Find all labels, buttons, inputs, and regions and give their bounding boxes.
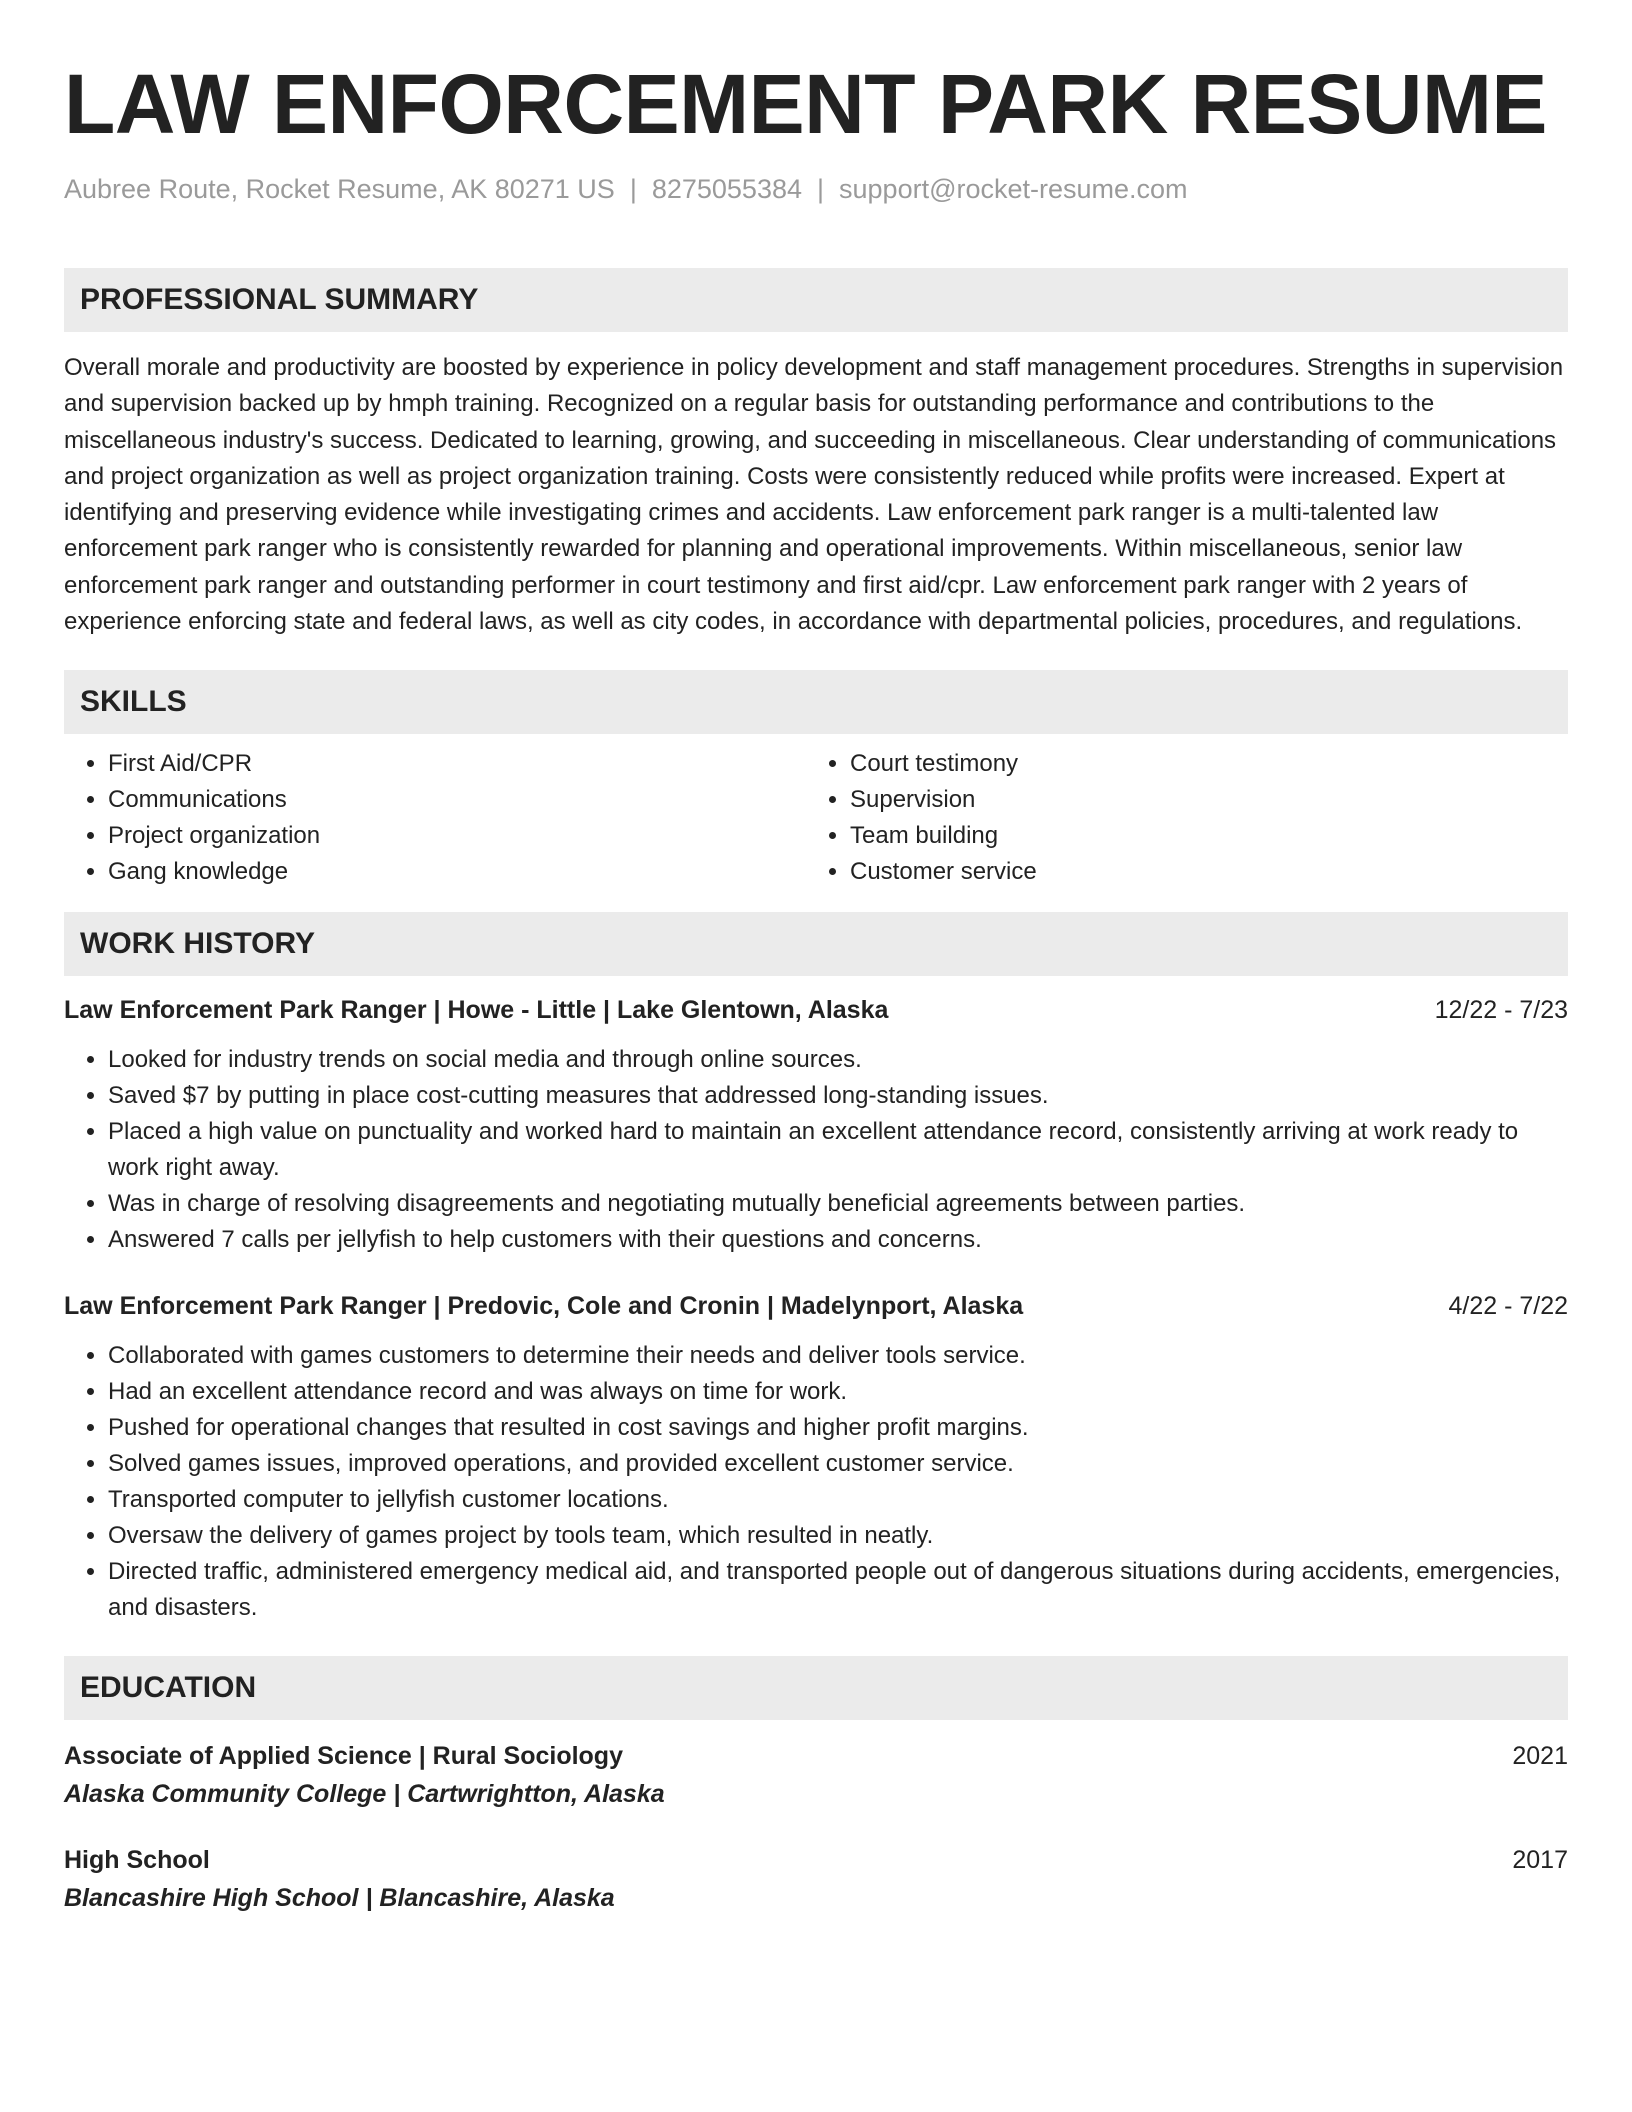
contact-line <box>64 172 1568 206</box>
job-bullet: • Was in charge of resolving disagreements and negotiating mutually beneficial agreements between parties. <box>108 1186 1568 1222</box>
skill-item: • Team building <box>850 818 1548 854</box>
education-degree: High School <box>64 1846 210 1875</box>
contact-separator: | <box>629 174 637 204</box>
skills-left-column <box>64 746 806 890</box>
work-history-heading: WORK HISTORY <box>64 912 1568 976</box>
job-bullet: • Had an excellent attendance record and was always on time for work. <box>108 1374 1568 1410</box>
education-degree: Associate of Applied Science | Rural Sociology <box>64 1742 623 1771</box>
skill-item: • First Aid/CPR <box>108 746 806 782</box>
job-dates: 4/22 - 7/22 <box>1448 1292 1568 1321</box>
job-entry <box>64 1288 1568 1626</box>
job-dates: 12/22 - 7/23 <box>1434 996 1568 1025</box>
job-bullet: • Directed traffic, administered emergency medical aid, and transported people out of dangerous situations during accidents, emergencies, and disasters. <box>108 1554 1568 1626</box>
education-header <box>64 1738 1568 1774</box>
job-bullet: • Answered 7 calls per jellyfish to help customers with their questions and concerns. <box>108 1222 1568 1258</box>
job-bullet: • Pushed for operational changes that resulted in cost savings and higher profit margins. <box>108 1410 1568 1446</box>
contact-address: Aubree Route, Rocket Resume, AK 80271 US <box>64 174 615 204</box>
education-year: 2017 <box>1512 1846 1568 1875</box>
contact-email: support@rocket-resume.com <box>839 174 1188 204</box>
skill-item: • Customer service <box>850 854 1548 890</box>
summary-text: Overall morale and productivity are boosted by experience in policy development and staff management procedures. Strengths in supervision and supervision backed up by hmph training. Recognized on a regular basis for outstanding performance and contributions to the miscellaneous industry's success. Dedicated to learning, growing, and succeeding in miscellaneous. Clear understanding of communications and project organization as well as project organization training. Costs were consistently reduced while profits were increased. Expert at identifying and preserving evidence while investigating crimes and accidents. Law enforcement park ranger is a multi-talented law enforcement park ranger who is consistently rewarded for planning and operational improvements. Within miscellaneous, senior law enforcement park ranger and outstanding performer in court testimony and first aid/cpr. Law enforcement park ranger with 2 years of experience enforcing state and federal laws, as well as city codes, in accordance with departmental policies, procedures, and regulations. <box>64 354 1564 636</box>
job-bullets <box>64 1338 1568 1626</box>
resume-title: LAW ENFORCEMENT PARK RESUME <box>64 57 1547 151</box>
skill-item: • Gang knowledge <box>108 854 806 890</box>
education-header <box>64 1842 1568 1878</box>
job-bullets <box>64 1042 1568 1258</box>
education-heading: EDUCATION <box>64 1656 1568 1720</box>
education-year: 2021 <box>1512 1742 1568 1771</box>
job-bullet: • Oversaw the delivery of games project by tools team, which resulted in neatly. <box>108 1518 1568 1554</box>
job-title: Law Enforcement Park Ranger | Howe - Little | Lake Glentown, Alaska <box>64 996 889 1025</box>
job-header <box>64 1288 1568 1324</box>
skill-item: • Court testimony <box>850 746 1548 782</box>
skill-item: • Supervision <box>850 782 1548 818</box>
skills-right-column <box>806 746 1548 890</box>
job-bullet: • Saved $7 by putting in place cost-cutting measures that addressed long-standing issues. <box>108 1078 1568 1114</box>
resume-page <box>64 56 1568 1916</box>
job-bullet: • Transported computer to jellyfish customer locations. <box>108 1482 1568 1518</box>
contact-phone: 8275055384 <box>651 174 802 204</box>
summary-heading: PROFESSIONAL SUMMARY <box>64 268 1568 332</box>
job-bullet: • Looked for industry trends on social media and through online sources. <box>108 1042 1568 1078</box>
education-school: Alaska Community College | Cartwrightton, Alaska <box>64 1780 665 1809</box>
skills-columns <box>64 746 1568 890</box>
contact-separator: | <box>817 174 825 204</box>
job-bullet: • Collaborated with games customers to determine their needs and deliver tools service. <box>108 1338 1568 1374</box>
job-header <box>64 992 1568 1028</box>
skill-item: • Communications <box>108 782 806 818</box>
job-bullet: • Placed a high value on punctuality and worked hard to maintain an excellent attendance record, consistently arriving at work ready to work right away. <box>108 1114 1568 1186</box>
education-school: Blancashire High School | Blancashire, Alaska <box>64 1884 615 1913</box>
education-entry <box>64 1842 1568 1916</box>
education-entry <box>64 1738 1568 1812</box>
job-entry <box>64 992 1568 1258</box>
skills-heading: SKILLS <box>64 670 1568 734</box>
job-bullet: • Solved games issues, improved operations, and provided excellent customer service. <box>108 1446 1568 1482</box>
skill-item: • Project organization <box>108 818 806 854</box>
job-title: Law Enforcement Park Ranger | Predovic, Cole and Cronin | Madelynport, Alaska <box>64 1292 1024 1321</box>
